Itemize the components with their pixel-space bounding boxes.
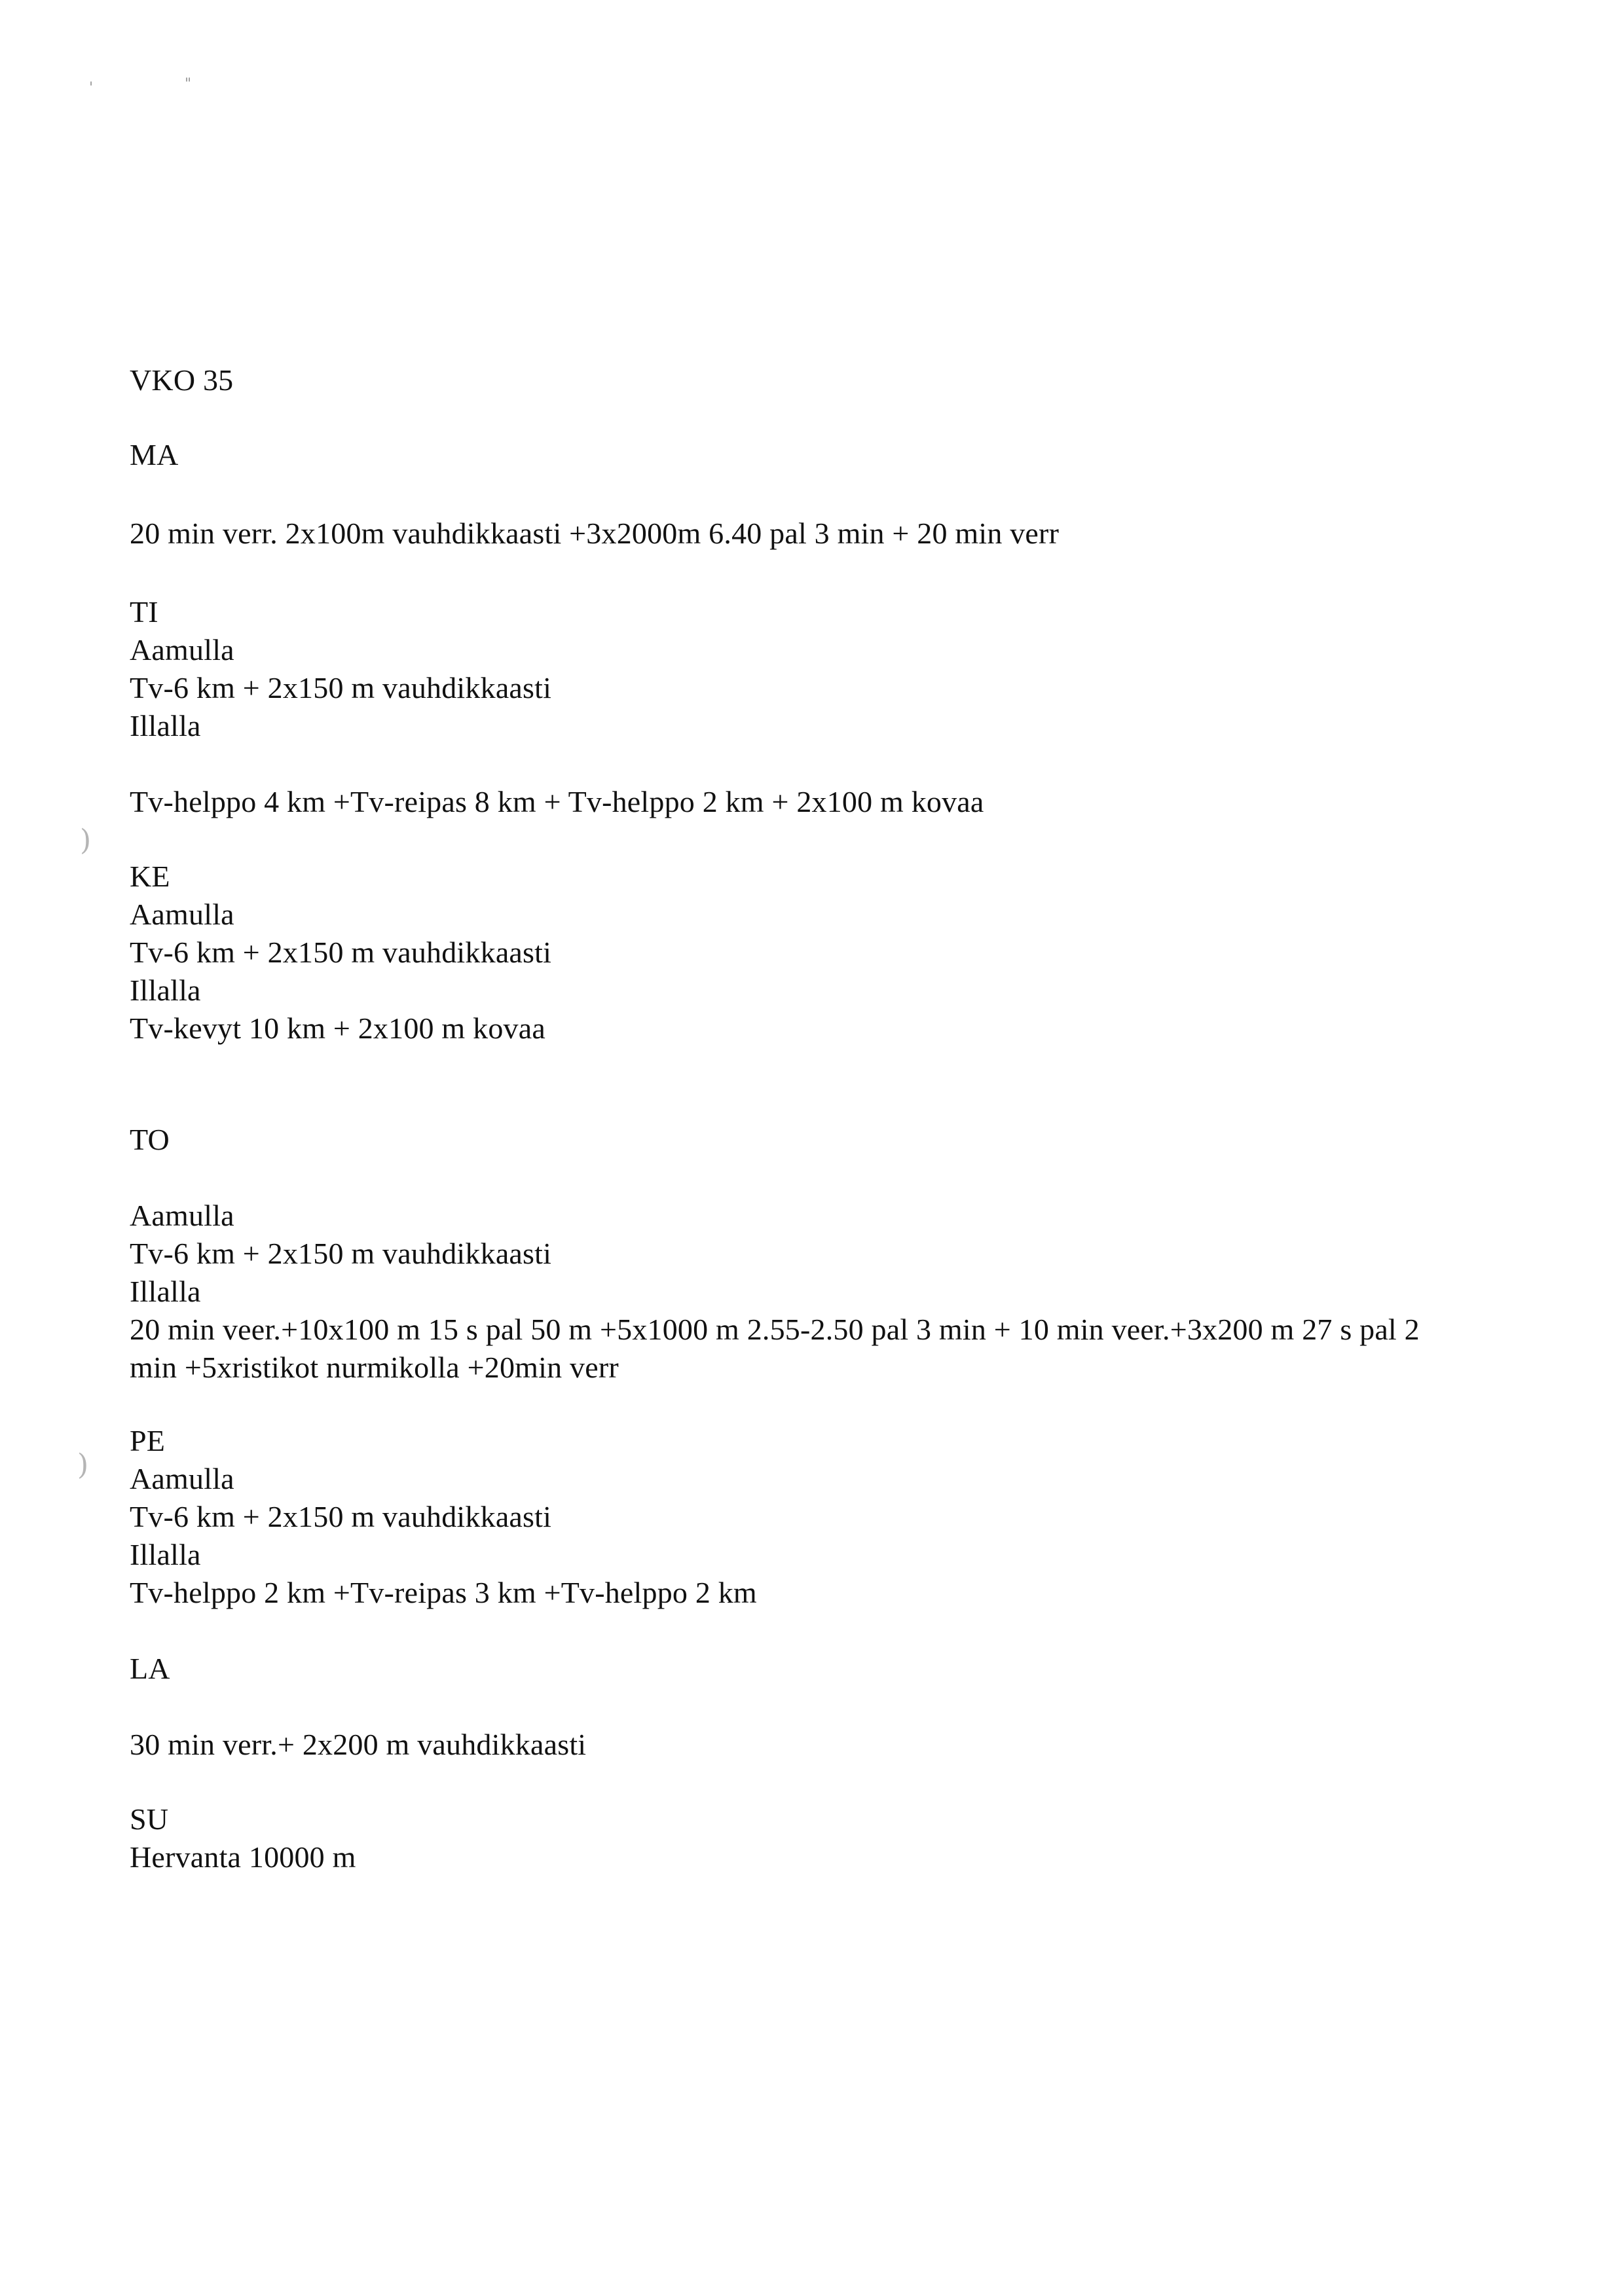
evening-workout-wednesday: Tv-kevyt 10 km + 2x100 m kovaa <box>130 1011 545 1045</box>
scan-speck: ' <box>89 80 94 96</box>
day-heading-wednesday: KE <box>130 860 170 893</box>
margin-mark: ) <box>77 1448 89 1482</box>
morning-label-tuesday: Aamulla <box>130 633 234 666</box>
morning-workout-wednesday: Tv-6 km + 2x150 m vauhdikkaasti <box>130 936 552 969</box>
morning-workout-thursday: Tv-6 km + 2x150 m vauhdikkaasti <box>130 1237 552 1270</box>
morning-workout-friday: Tv-6 km + 2x150 m vauhdikkaasti <box>130 1500 552 1533</box>
morning-workout-tuesday: Tv-6 km + 2x150 m vauhdikkaasti <box>130 671 552 704</box>
evening-workout-friday: Tv-helppo 2 km +Tv-reipas 3 km +Tv-helppo 2 km <box>130 1576 757 1609</box>
morning-label-thursday: Aamulla <box>130 1199 234 1232</box>
day-heading-saturday: LA <box>130 1652 170 1685</box>
scan-speck: " <box>185 76 192 92</box>
evening-label-thursday: Illalla <box>130 1275 201 1308</box>
week-heading: VKO 35 <box>130 363 234 397</box>
morning-label-friday: Aamulla <box>130 1462 234 1495</box>
evening-label-friday: Illalla <box>130 1538 201 1571</box>
evening-workout-thursday: 20 min veer.+10x100 m 15 s pal 50 m +5x1000 m 2.55-2.50 pal 3 min + 10 min veer.+3x200 m 27 s pal 2 min +5xristikot nurmikolla +20min verr <box>130 1313 1420 1384</box>
workout-monday: 20 min verr. 2x100m vauhdikkaasti +3x2000m 6.40 pal 3 min + 20 min verr <box>130 517 1060 550</box>
evening-label-tuesday: Illalla <box>130 709 201 742</box>
day-heading-thursday: TO <box>130 1123 170 1156</box>
evening-workout-tuesday: Tv-helppo 4 km +Tv-reipas 8 km + Tv-helppo 2 km + 2x100 m kovaa <box>130 785 984 818</box>
workout-sunday: Hervanta 10000 m <box>130 1840 356 1874</box>
margin-mark: ) <box>80 824 92 857</box>
day-heading-sunday: SU <box>130 1802 169 1836</box>
evening-label-wednesday: Illalla <box>130 974 201 1007</box>
day-heading-monday: MA <box>130 438 179 471</box>
day-heading-tuesday: TI <box>130 595 158 629</box>
morning-label-wednesday: Aamulla <box>130 898 234 931</box>
day-heading-friday: PE <box>130 1424 166 1457</box>
workout-saturday: 30 min verr.+ 2x200 m vauhdikkaasti <box>130 1728 587 1761</box>
